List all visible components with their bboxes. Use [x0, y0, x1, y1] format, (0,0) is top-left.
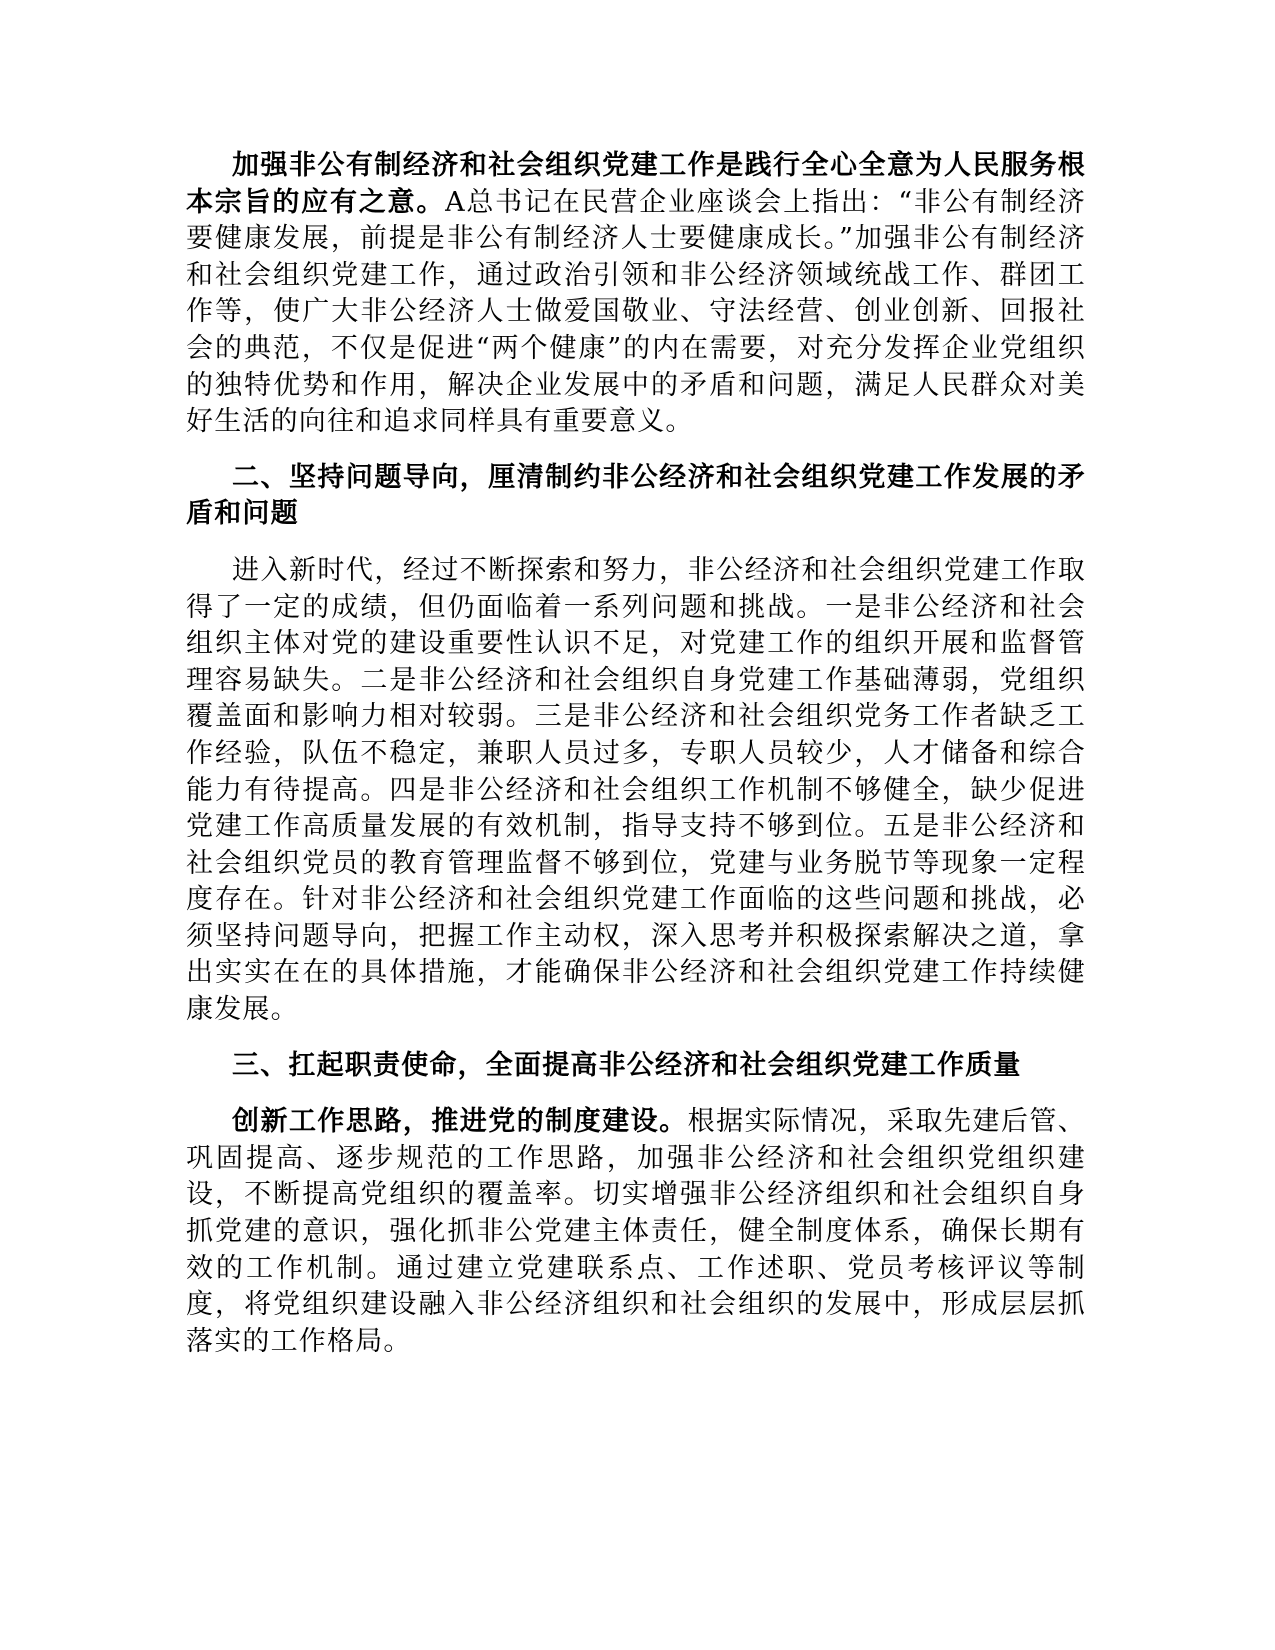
paragraph-text: 根据实际情况，采取先建后管、巩固提高、逐步规范的工作思路，加强非公经济和社会组织党组织建设，不断提高党组织的覆盖率。切实增强非公经济组织和社会组织自身抓党建的意识，强化抓非公党建主体责任，健全制度体系，确保长期有效的工作机制。通过建立党建联系点、工作述职、党员考核评议等制度，将党组织建设融入非公经济组织和社会组织的发展中，形成层层抓落实的工作格局。	[186, 1106, 1086, 1357]
paragraph-lead-bold: 创新工作思路，推进党的制度建设。	[232, 1106, 688, 1138]
paragraph-lead-bold: 加强非公有制经济和社会组织党建工作是践行全心全意为人民服务根本宗旨的应有之意。	[186, 150, 1086, 218]
paragraph-text: A总书记在民营企业座谈会上指出：“非公有制经济要健康发展，前提是非公有制经济人士要健康成长。”加强非公有制经济和社会组织党建工作，通过政治引领和非公经济领域统战工作、群团工作等，使广大非公经济人士做爱国敬业、守法经营、创业创新、回报社会的典范，不仅是促进“两个健康”的内在需要，对充分发挥企业党组织的独特优势和作用，解决企业发展中的矛盾和问题，满足人民群众对美好生活的向往和追求同样具有重要意义。	[186, 186, 1086, 438]
paragraph-significance	[186, 148, 1086, 441]
section-heading-3: 三、扛起职责使命，全面提高非公经济和社会组织党建工作质量	[232, 1049, 1022, 1081]
section-heading-2: 二、坚持问题导向，厘清制约非公经济和社会组织党建工作发展的矛盾和问题	[186, 461, 1086, 530]
paragraph-problems: 进入新时代，经过不断探索和努力，非公经济和社会组织党建工作取得了一定的成绩，但仍面临着一系列问题和挑战。一是非公经济和社会组织主体对党的建设重要性认识不足，对党建工作的组织开展和监督管理容易缺失。二是非公经济和社会组织自身党建工作基础薄弱，党组织覆盖面和影响力相对较弱。三是非公经济和社会组织党务工作者缺乏工作经验，队伍不稳定，兼职人员过多，专职人员较少，人才储备和综合能力有待提高。四是非公经济和社会组织工作机制不够健全，缺少促进党建工作高质量发展的有效机制，指导支持不够到位。五是非公经济和社会组织党员的教育管理监督不够到位，党建与业务脱节等现象一定程度存在。针对非公经济和社会组织党建工作面临的这些问题和挑战，必须坚持问题导向，把握工作主动权，深入思考并积极探索解决之道，拿出实实在在的具体措施，才能确保非公经济和社会组织党建工作持续健康发展。	[186, 554, 1086, 1026]
document-body	[186, 148, 1086, 1379]
paragraph-institution-building	[186, 1104, 1086, 1360]
